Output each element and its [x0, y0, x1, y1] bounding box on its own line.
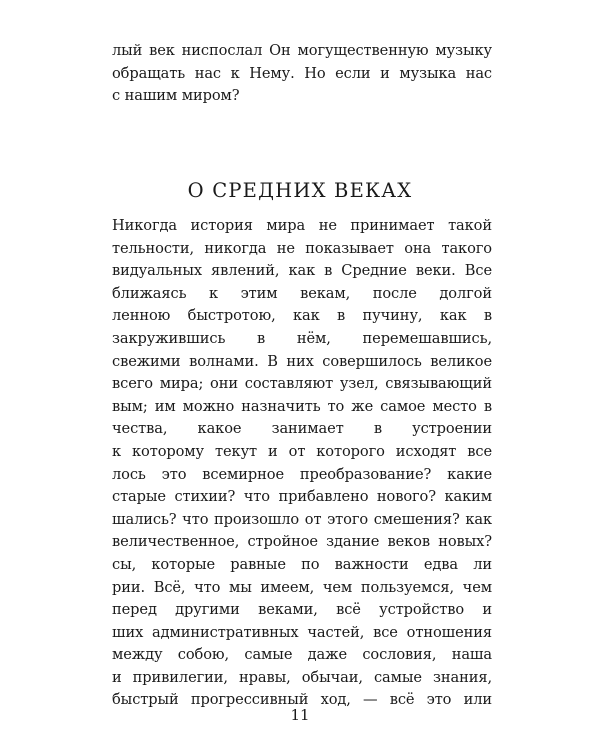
body-line: и привилегии, нравы, обычаи, самые знания, [112, 668, 492, 686]
body-line: свежими волнами. В них совершилось великое [112, 352, 492, 370]
body-line: всего мира; они составляют узел, связывающий [112, 375, 492, 393]
body-paragraph [112, 215, 492, 712]
body-line: рии. Всё, что мы имеем, чем пользуемся, чем [112, 578, 492, 596]
body-line: видуальных явлений, как в Средние веки. Все [112, 262, 492, 280]
body-line: ленною быстротою, как в пучину, как в [112, 307, 492, 325]
body-line: шались? что произошло от этого смешения? как [112, 510, 492, 528]
body-line: между собою, самые даже сословия, наша [112, 646, 492, 664]
body-line: тельности, никогда не показывает она такого [112, 239, 492, 257]
body-line: ших административных частей, все отношения [112, 623, 492, 641]
chapter-title: О СРЕДНИХ ВЕКАХ [187, 179, 413, 203]
body-line: ближаясь к этим векам, после долгой [112, 284, 492, 302]
body-line: перед другими веками, всё устройство и [112, 601, 492, 619]
body-line: старые стихии? что прибавлено нового? каким [112, 488, 492, 506]
intro-line: с нашим миром? [112, 87, 240, 105]
body-line: закружившись в нём, перемешавшись, [112, 329, 492, 347]
intro-paragraph [112, 40, 492, 108]
page-number: 11 [290, 706, 310, 724]
body-line: величественное, стройное здание веков новых? [112, 533, 492, 551]
body-line: к которому текут и от которого исходят все [112, 442, 492, 460]
body-line: чества, какое занимает в устроении [112, 420, 492, 438]
body-line: Никогда история мира не принимает такой [112, 217, 492, 234]
intro-line: лый век ниспослал Он могущественную музыку [112, 42, 492, 59]
intro-line: обращать нас к Нему. Но если и музыка нас [112, 64, 492, 82]
body-line: быстрый прогрессивный ход, — всё это или [112, 691, 492, 709]
body-line: лось это всемирное преобразование? какие [112, 465, 492, 483]
body-line: вым; им можно назначить то же самое место в [112, 397, 492, 415]
body-line: сы, которые равные по важности едва ли [112, 555, 492, 573]
